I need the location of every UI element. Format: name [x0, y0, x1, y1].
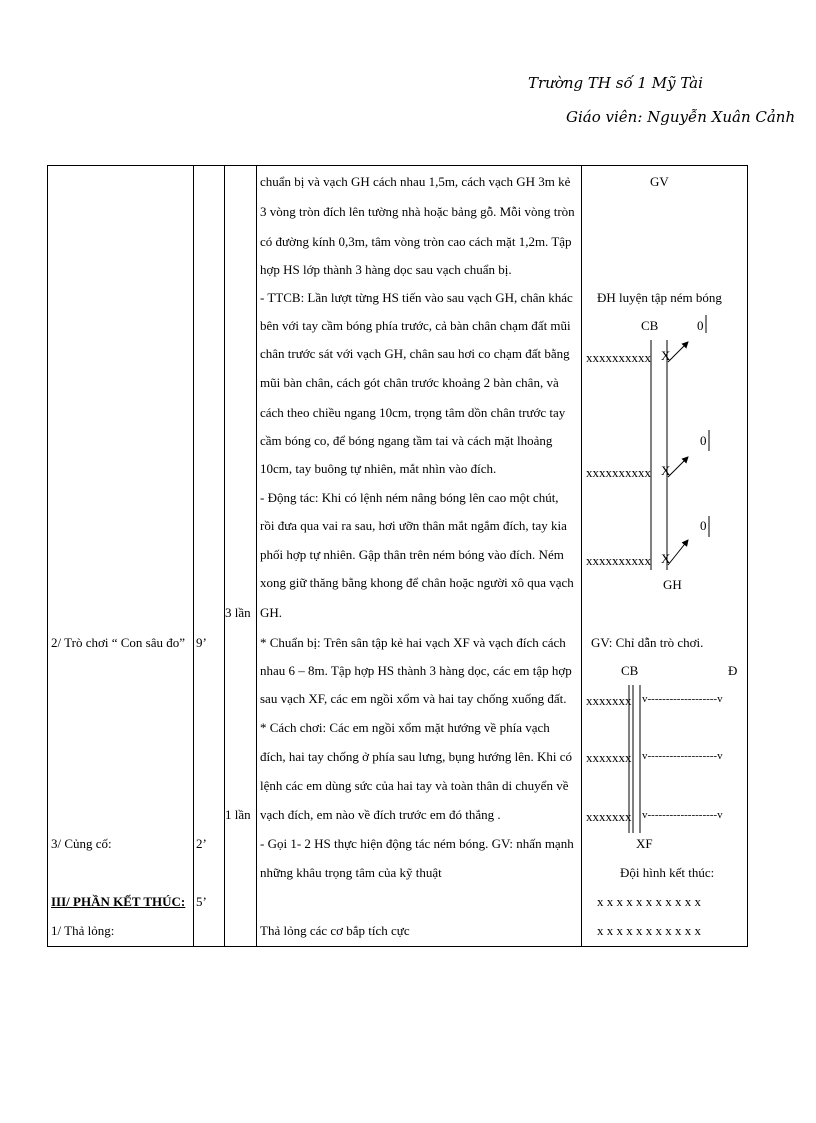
start-line-label: CB [641, 318, 659, 333]
content-line: * Cách chơi: Các em ngồi xổm mặt hướng về phía vạch [260, 720, 550, 735]
content-line: sau vạch XF, các em ngồi xổm và hai tay chống xuống đất. [260, 691, 567, 706]
content-line: - Động tác: Khi có lệnh ném nâng bóng lên cao một chút, [260, 490, 559, 505]
content-line: chuẩn bị và vạch GH cách nhau 1,5m, cách vạch GH 3m kẻ [260, 174, 571, 189]
teacher-name: Giáo viên: Nguyễn Xuân Cảnh [566, 108, 796, 126]
crawl-path: v-------------------v [642, 809, 723, 821]
content-line: chân trước sát với vạch GH, chân sau hơi co chạm đất bằng [260, 346, 570, 361]
content-line: những khâu trọng tâm của kỹ thuật [260, 865, 442, 880]
target-circle: 0 [700, 433, 707, 448]
content-line: mũi bàn chân, cách gót chân trước khoảng 2 bàn chân, và [260, 375, 559, 390]
student-row: xxxxxxx [586, 693, 632, 708]
throw-arrow [668, 342, 688, 362]
content-line: rồi đưa qua vai ra sau, hơi ưỡn thân mắt ngắm đích, tay kia [260, 518, 567, 533]
repetition-count: 1 lần [225, 807, 251, 822]
diagram-title: ĐH luyện tập ném bóng [597, 290, 722, 305]
content-line: - Gọi 1- 2 HS thực hiện động tác ném bóng. GV: nhấn mạnh [260, 836, 574, 851]
content-line: 10cm, tay buông tự nhiên, mắt nhìn vào đích. [260, 461, 497, 476]
start-line-xf-label: XF [636, 836, 653, 851]
teacher-marker: GV [650, 174, 669, 189]
content-line: 3 vòng tròn đích lên tường nhà hoặc bảng gỗ. Mỗi vòng tròn [260, 204, 575, 219]
section-time: 5’ [196, 894, 207, 909]
student-row: xxxxxxx [586, 750, 632, 765]
content-line: cách theo chiều ngang 10cm, trọng tâm dồn chân trước tay [260, 405, 566, 420]
content-line: cầm bóng co, để bóng ngang tầm tai và cách mặt lhoảng [260, 433, 553, 448]
section-label: 1/ Thả lỏng: [51, 923, 115, 938]
start-line-label: CB [621, 663, 639, 678]
content-line: lệnh các em dùng sức của hai tay và toàn thân di chuyển về [260, 778, 569, 793]
throw-arrow [668, 457, 688, 477]
content-line: có đường kính 0,3m, tâm vòng tròn cao cách mặt 1,2m. Tập [260, 234, 572, 249]
diagram-title: Đội hình kết thúc: [620, 865, 715, 880]
thrower-mark: X [661, 348, 671, 363]
target-circle: 0 [700, 518, 707, 533]
student-row: xxxxxxxxxx [586, 465, 651, 480]
section-label: 2/ Trò chơi “ Con sâu đo” [51, 635, 185, 650]
content-line: nhau 6 – 8m. Tập hợp HS thành 3 hàng dọc, các em tập hợp [260, 663, 572, 678]
content-line: bên với tay cầm bóng phía trước, cả bàn chân chạm đất mũi [260, 318, 571, 333]
content-line: GH. [260, 605, 283, 620]
student-row: xxxxxxxxxx [586, 350, 651, 365]
section-label: 3/ Củng cố: [51, 836, 112, 851]
content-line: vạch đích, em nào về đích trước em đó thắng . [260, 807, 501, 822]
thrower-mark: X [661, 551, 671, 566]
closing-row: x x x x x x x x x x x [597, 894, 701, 909]
throw-line-label: GH [663, 577, 682, 592]
section-time: 2’ [196, 836, 207, 851]
target-circle: 0 [697, 318, 704, 333]
section-time: 9’ [196, 635, 207, 650]
thrower-mark: X [661, 463, 671, 478]
content-line: đích, hai tay chống ở phía sau lưng, bụng hướng lên. Khi có [260, 749, 572, 764]
finish-line-label: Đ [728, 663, 738, 678]
student-row: xxxxxxxxxx [586, 553, 651, 568]
content-line: hợp HS lớp thành 3 hàng dọc sau vạch chuẩn bị. [260, 262, 512, 277]
diagram-title: GV: Chỉ dẫn trò chơi. [591, 635, 704, 650]
content-line: xong giữ thăng bằng khong để chân hoặc người xô qua vạch [260, 575, 574, 590]
section-heading: III/ PHẦN KẾT THÚC: [51, 894, 186, 909]
content-line: - TTCB: Lần lượt từng HS tiến vào sau vạch GH, chân khác [260, 290, 573, 305]
student-row: xxxxxxx [586, 809, 632, 824]
content-line: Thả lỏng các cơ bắp tích cực [260, 923, 410, 938]
crawl-path: v-------------------v [642, 693, 723, 705]
throw-arrow [668, 540, 688, 565]
repetition-count: 3 lần [225, 605, 251, 620]
content-line: phối hợp tự nhiên. Gập thân trên ném bóng vào đích. Ném [260, 547, 564, 562]
closing-row: x x x x x x x x x x x [597, 923, 701, 938]
school-name: Trường TH số 1 Mỹ Tài [528, 74, 703, 92]
content-line: * Chuẩn bị: Trên sân tập kẻ hai vạch XF và vạch đích cách [260, 635, 566, 650]
crawl-path: v-------------------v [642, 750, 723, 762]
